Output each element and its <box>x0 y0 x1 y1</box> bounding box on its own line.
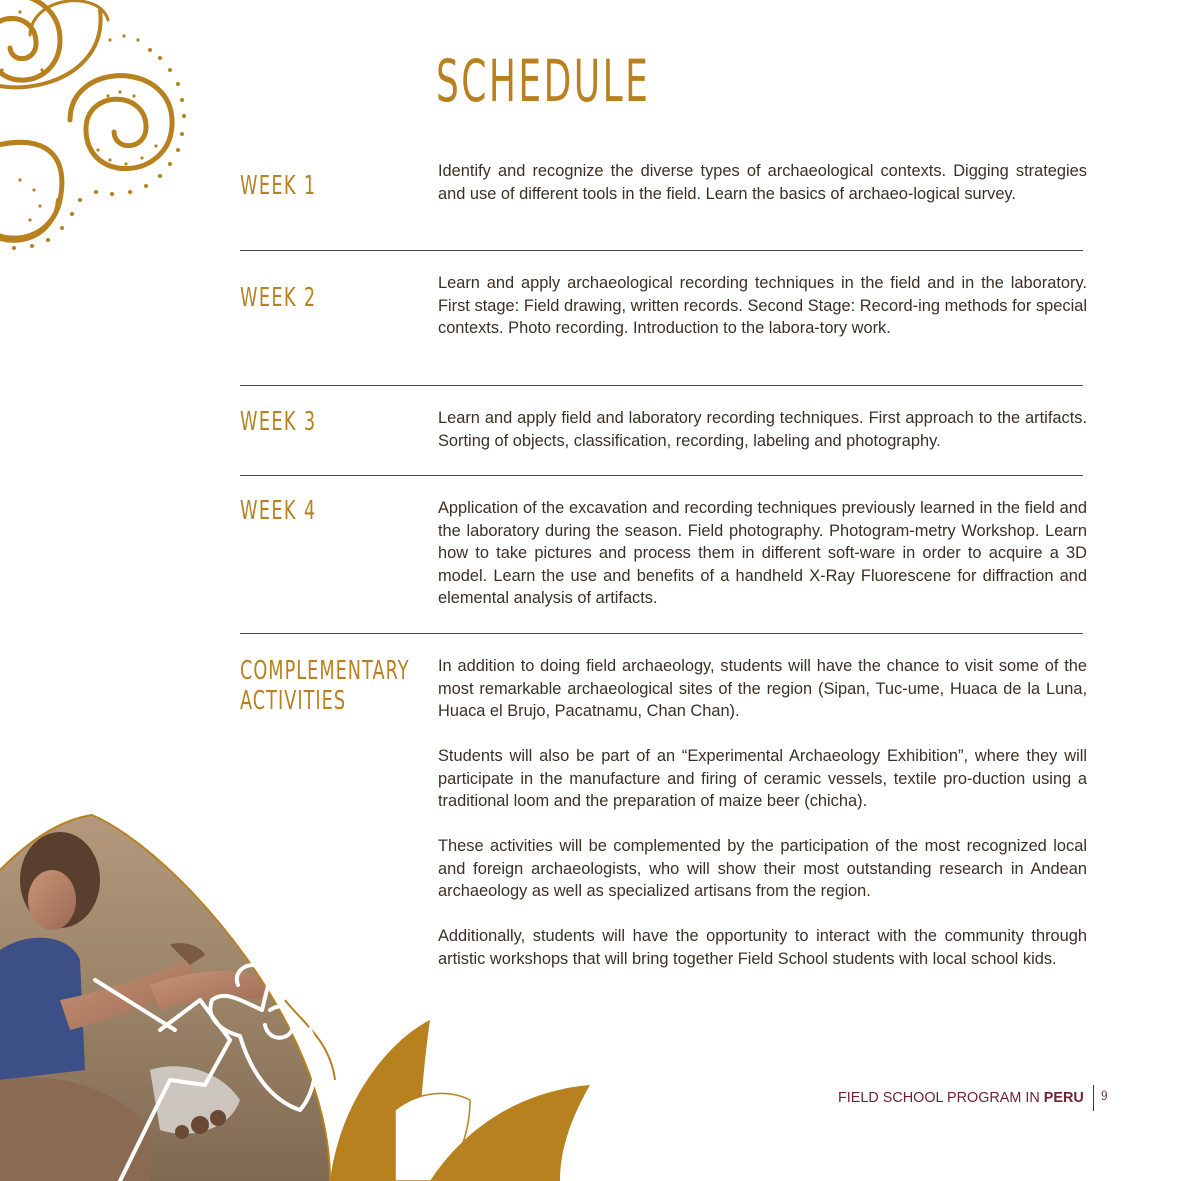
page-title: SCHEDULE <box>436 47 651 115</box>
week-4-description: Application of the excavation and recording techniques previously learned in the field and the laboratory during the season. Field photography. Photogram-metry Workshop. Learn how to take pictures and process them in different soft-ware in order to acquire a 3D model. Learn the use and benefits of a handheld X-Ray Fluorescene for diffraction and elemental analysis of artifacts. <box>438 499 1087 607</box>
week-1-heading: WEEK 1 <box>240 171 317 201</box>
footer-program-label <box>838 1089 1084 1107</box>
footer-separator <box>1093 1085 1094 1111</box>
week-2-description: Learn and apply archaeological recording techniques in the field and in the laboratory. First stage: Field drawing, written records. Second Stage: Record-ing methods for special contexts. Photo recording. Introduction to the labora-tory work. <box>438 274 1087 337</box>
complementary-paragraph-4: Additionally, students will have the opportunity to interact with the community through artistic workshops that will bring together Field School students with local school kids. <box>438 927 1087 968</box>
complementary-heading-line-1: COMPLEMENTARY <box>240 656 410 686</box>
week-3-description: Learn and apply field and laboratory recording techniques. First approach to the artifacts. Sorting of objects, classification, recording, labeling and photography. <box>438 409 1087 450</box>
complementary-paragraph-2: Students will also be part of an “Experimental Archaeology Exhibition”, where they will participate in the manufacture and firing of ceramic vessels, textile pro-duction using a traditional loom and the preparation of maize beer (chicha). <box>438 747 1087 810</box>
week-4-heading: WEEK 4 <box>240 496 317 526</box>
footer-program-text: FIELD SCHOOL PROGRAM IN <box>838 1090 1044 1106</box>
week-1-description: Identify and recognize the diverse types of archaeological contexts. Digging strategies and use of different tools in the field. Learn the basics of archaeo-logical survey. <box>438 162 1087 203</box>
week-2-heading: WEEK 2 <box>240 283 317 313</box>
complementary-paragraph-1: In addition to doing field archaeology, students will have the chance to visit some of the most remarkable archaeological sites of the region (Sipan, Tuc-ume, Huaca de la Luna, Huaca el Brujo, Pacatnamu, Chan Chan). <box>438 657 1087 720</box>
page-number: 9 <box>1101 1089 1108 1104</box>
week-3-heading: WEEK 3 <box>240 407 317 437</box>
complementary-heading-line-2: ACTIVITIES <box>240 686 347 716</box>
footer-country: PERU <box>1043 1090 1084 1106</box>
complementary-paragraph-3: These activities will be complemented by the participation of the most recognized local and foreign archaeologists, who will show their most outstanding research in Andean archaeology as well as specialized artisans from the region. <box>438 837 1087 900</box>
